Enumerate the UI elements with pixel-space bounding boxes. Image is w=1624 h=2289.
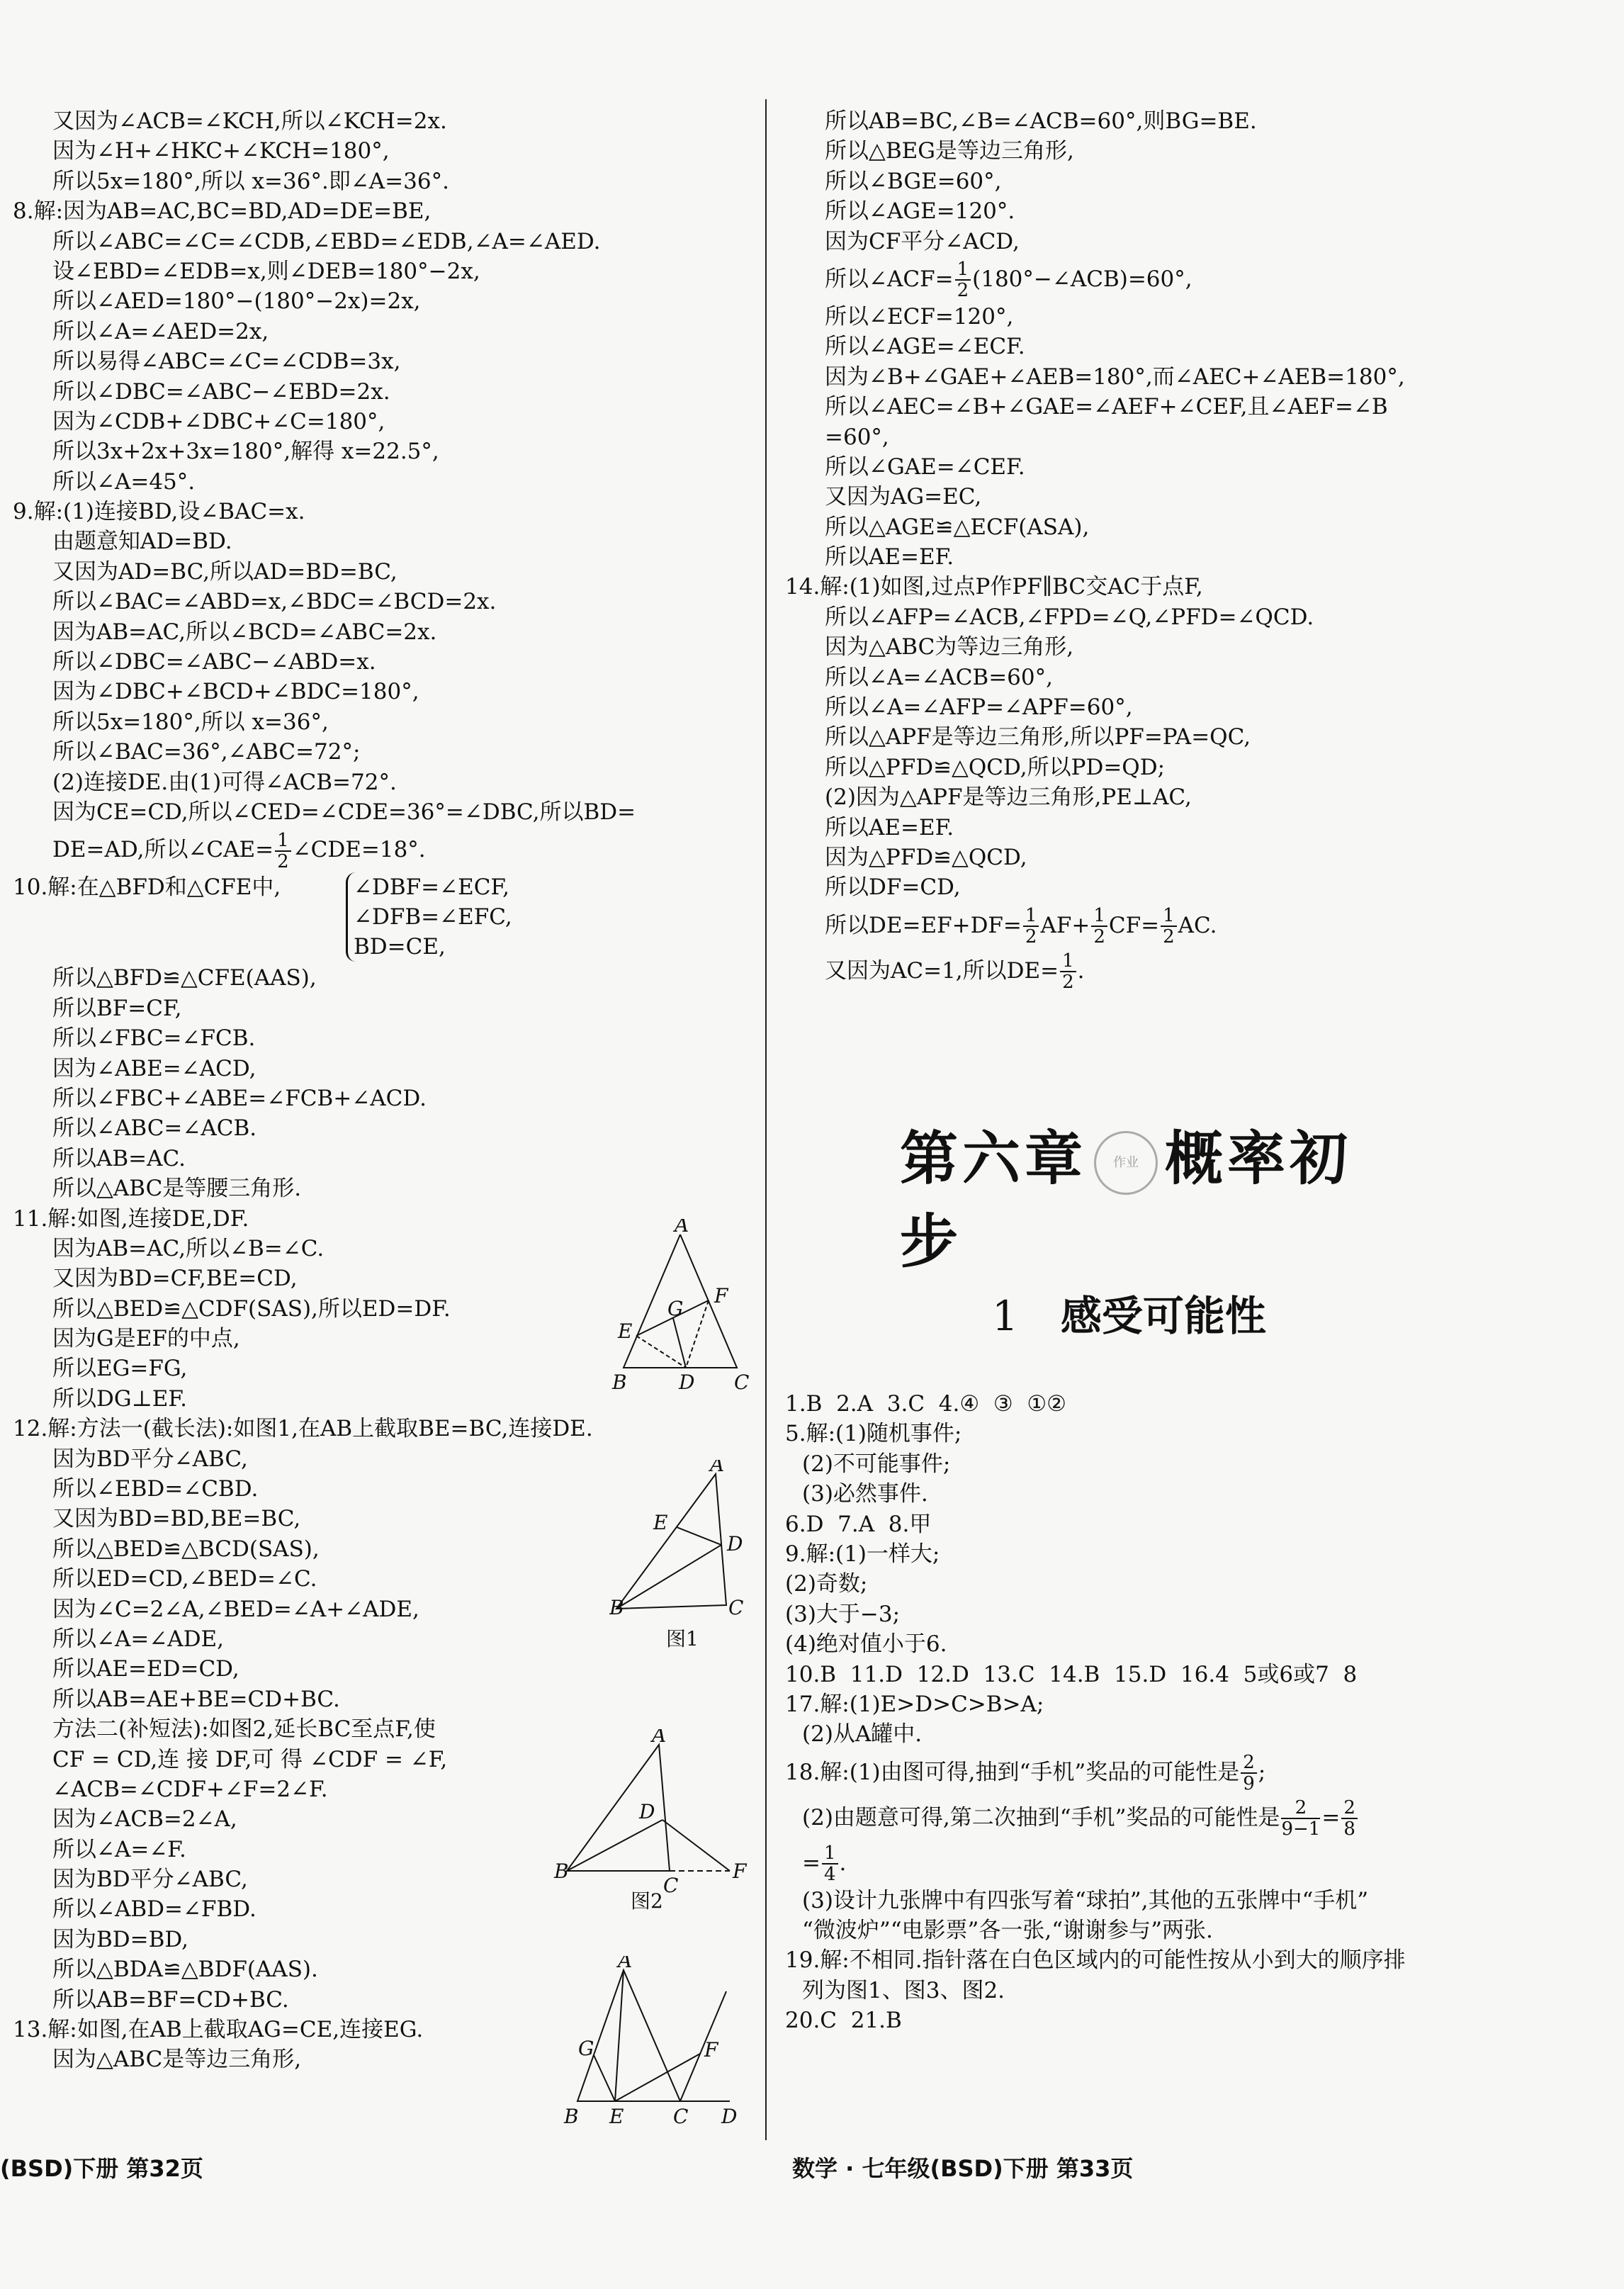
line-text: 由题意知AD=BD. [52, 529, 232, 555]
text-line [13, 617, 757, 647]
text-line [13, 1925, 757, 1955]
section-heading [992, 1283, 1266, 1342]
line-text-after: = [1321, 1804, 1341, 1830]
text-line [785, 1419, 1607, 1449]
text-line [13, 136, 757, 166]
fraction-numerator: 1 [275, 831, 291, 852]
text-line [13, 677, 757, 707]
line-text: (3)大于−3; [785, 1601, 901, 1627]
fig12b-caption: 图2 [631, 1889, 663, 1913]
text-line [785, 1945, 1607, 1975]
text-line [13, 227, 757, 257]
line-text: 6.D 7.A 8.甲 [785, 1511, 932, 1537]
fraction-denominator: 2 [1093, 926, 1105, 948]
line-text: 所以∠AEC=∠B+∠GAE=∠AEF+∠CEF,且∠AEF=∠B [825, 394, 1388, 420]
text-line [13, 1174, 757, 1203]
text-line [785, 482, 1607, 512]
text-line [785, 1840, 1607, 1886]
line-text: 因为G是EF的中点, [52, 1326, 240, 1352]
line-text: 因为BD平分∠ABC, [52, 1446, 248, 1472]
line-text: 所以EG=FG, [52, 1356, 188, 1382]
line-text: 所以∠ABC=∠C=∠CDB,∠EBD=∠EDB,∠A=∠AED. [52, 228, 601, 254]
text-line [785, 813, 1607, 843]
text-line [785, 602, 1607, 632]
fraction [1161, 906, 1177, 947]
line-text: 20.C 21.B [785, 2008, 902, 2034]
fig13-label: E [609, 2105, 624, 2128]
line-text: 又因为∠ACB=∠KCH,所以∠KCH=2x. [52, 108, 447, 134]
line-text: 所以∠FBC+∠ABE=∠FCB+∠ACD. [52, 1085, 427, 1111]
brace-line: ∠DFB=∠EFC, [354, 904, 512, 930]
text-line [785, 722, 1607, 752]
chapter-number: 第六章 [900, 1125, 1088, 1193]
line-text: 所以AB=AC. [52, 1145, 186, 1171]
fig12b-label: C [663, 1874, 679, 1897]
line-text: CF = CD,连 接 DF,可 得 ∠CDF = ∠F, [52, 1746, 448, 1772]
fraction-numerator: 2 [1241, 1753, 1257, 1774]
text-line [13, 437, 757, 466]
fig12a-label: A [710, 1460, 725, 1476]
text-line [785, 1629, 1607, 1659]
section-number: 1 [992, 1292, 1018, 1340]
line-text: 又因为AC=1,所以DE= [825, 957, 1059, 984]
footer-left: (BSD)下册 第32页 [0, 2155, 203, 2182]
text-line [13, 1144, 757, 1174]
fig12a-label: E [653, 1511, 668, 1534]
text-line [13, 587, 757, 617]
fraction [1341, 1798, 1358, 1839]
line-text: 所以∠A=∠AFP=∠APF=60°, [825, 694, 1133, 721]
line-text: 13.解:如图,在AB上截取AG=CE,连接EG. [13, 2017, 424, 2043]
text-line [785, 1389, 1607, 1419]
text-line [13, 737, 757, 767]
text-line [785, 257, 1607, 302]
line-text: 因为△ABC为等边三角形, [825, 634, 1074, 660]
line-text: 所以∠AFP=∠ACB,∠FPD=∠Q,∠PFD=∠QCD. [825, 604, 1314, 630]
line-text: 又因为AG=EC, [825, 484, 982, 510]
text-line [785, 1719, 1607, 1749]
line-text: 所以∠EBD=∠CBD. [52, 1476, 259, 1502]
fig12a-label: B [609, 1596, 624, 1619]
fraction [1241, 1753, 1257, 1794]
line-text: 因为∠DBC+∠BCD+∠BDC=180°, [52, 679, 419, 705]
text-line [13, 497, 757, 527]
section-title: 感受可能性 [1060, 1292, 1266, 1340]
line-text: 因为BD=BD, [52, 1926, 188, 1952]
line-text: (3)必然事件. [802, 1481, 928, 1507]
line-text: 所以∠A=45°. [52, 468, 196, 495]
line-text: 所以5x=180°,所以 x=36°, [52, 709, 329, 735]
line-text: 所以3x+2x+3x=180°,解得 x=22.5°, [52, 439, 439, 465]
fig11-label: D [679, 1371, 695, 1394]
line-text-after: ∠CDE=18°. [292, 837, 426, 863]
line-text: 所以∠AED=180°−(180°−2x)=2x, [52, 288, 421, 315]
text-line [13, 527, 757, 556]
line-text: 8.解:因为AB=AC,BC=BD,AD=DE=BE, [13, 198, 432, 225]
text-line [13, 647, 757, 677]
brace-line: BD=CE, [354, 934, 446, 960]
fig11-label: F [714, 1284, 728, 1307]
text-line [785, 632, 1607, 662]
line-text: 所以易得∠ABC=∠C=∠CDB=3x, [52, 349, 401, 375]
line-text: 所以∠AGE=120°. [825, 198, 1015, 225]
text-line [13, 257, 757, 286]
line-text: 因为∠C=2∠A,∠BED=∠A+∠ADE, [52, 1596, 419, 1622]
fig12a-label: C [728, 1596, 744, 1619]
line-text: 又因为AD=BC,所以AD=BD=BC, [52, 558, 397, 585]
line-text: (2)奇数; [785, 1571, 868, 1597]
line-text: 11.解:如图,连接DE,DF. [13, 1205, 249, 1232]
text-line [13, 286, 757, 316]
text-line [13, 467, 757, 497]
text-line [785, 1660, 1607, 1689]
text-line [785, 422, 1607, 452]
text-line [785, 136, 1607, 166]
line-text: 因为∠ACB=2∠A, [52, 1806, 237, 1833]
text-line [785, 2006, 1607, 2035]
text-line [785, 106, 1607, 136]
line-text: 17.解:(1)E>D>C>B>A; [785, 1691, 1044, 1717]
text-line [785, 782, 1607, 812]
fraction-denominator: 2 [957, 280, 969, 302]
line-text: (2)不可能事件; [802, 1451, 951, 1477]
line-text: 9.解:(1)连接BD,设∠BAC=x. [13, 499, 305, 525]
line-text: 所以∠A=∠ACB=60°, [825, 664, 1053, 690]
line-text: 所以∠ACF= [825, 266, 954, 292]
line-text: ∠ACB=∠CDF+∠F=2∠F. [52, 1776, 328, 1802]
text-line [785, 332, 1607, 361]
fig12a-caption: 图1 [666, 1627, 699, 1650]
text-line [13, 1084, 757, 1113]
text-line [13, 317, 757, 347]
text-line [785, 1916, 1607, 1945]
line-text: 列为图1、图3、图2. [802, 1977, 1005, 2003]
text-line [785, 1449, 1607, 1479]
line-text: 所以△BED≌△BCD(SAS), [52, 1536, 320, 1562]
line-text: 因为∠H+∠HKC+∠KCH=180°, [52, 138, 390, 164]
line-text: 所以DG⊥EF. [52, 1385, 187, 1412]
text-line [785, 542, 1607, 572]
line-text: 所以△AGE≌△ECF(ASA), [825, 514, 1090, 540]
fraction-denominator: 4 [823, 1864, 836, 1886]
line-text: 方法二(补短法):如图2,延长BC至点F,使 [52, 1716, 436, 1743]
text-line [785, 948, 1607, 994]
line-text-after: AC. [1178, 912, 1217, 938]
line-text: 因为BD平分∠ABC, [52, 1867, 248, 1893]
line-text: 所以DE=EF+DF= [825, 912, 1022, 938]
figure-problem-12-2 [546, 1729, 758, 1916]
fraction [1023, 906, 1039, 947]
fraction [1281, 1798, 1320, 1839]
line-text-after: . [1077, 957, 1085, 984]
fig12b-label: A [652, 1729, 667, 1747]
text-line [785, 1795, 1607, 1840]
right-column [785, 106, 1607, 994]
text-line [785, 843, 1607, 872]
text-line [785, 512, 1607, 542]
text-line [785, 167, 1607, 196]
line-text: 所以∠ABC=∠ACB. [52, 1115, 257, 1142]
text-line [785, 903, 1607, 948]
figure-problem-13 [553, 1956, 758, 2136]
line-text: 所以△PFD≌△QCD,所以PD=QD; [825, 754, 1166, 780]
fig11-label: G [667, 1297, 684, 1320]
text-line [785, 302, 1607, 332]
fraction-numerator: 1 [1161, 906, 1177, 927]
line-text: 所以∠A=∠AED=2x, [52, 318, 269, 344]
fraction [1091, 906, 1107, 947]
line-text: 所以△BEG是等边三角形, [825, 138, 1074, 164]
text-line [13, 1113, 757, 1143]
line-text: 9.解:(1)一样大; [785, 1541, 940, 1567]
fraction [822, 1843, 838, 1884]
line-text: 所以∠GAE=∠CEF. [825, 454, 1025, 480]
fraction-numerator: 1 [822, 1843, 838, 1865]
line-text: 1.B 2.A 3.C 4.④ ③ ①② [785, 1391, 1066, 1417]
line-text: “微波炉”“电影票”各一张,“谢谢参与”两张. [802, 1918, 1213, 1944]
text-line [13, 872, 757, 963]
text-line [785, 1886, 1607, 1916]
line-text: 又因为BD=CF,BE=CD, [52, 1266, 298, 1292]
line-text: (4)绝对值小于6. [785, 1631, 947, 1658]
text-line [785, 392, 1607, 422]
line-text: 因为∠CDB+∠DBC+∠C=180°, [52, 408, 385, 434]
line-text: DE=AD,所以∠CAE= [52, 837, 274, 863]
text-line [785, 227, 1607, 257]
text-line [785, 1599, 1607, 1629]
line-text: 所以△APF是等边三角形,所以PF=PA=QC, [825, 724, 1251, 750]
fig11-label: A [675, 1219, 689, 1237]
fig13-label: D [721, 2105, 738, 2128]
line-text: 所以∠DBC=∠ABC−∠EBD=2x. [52, 378, 390, 405]
line-text: 所以AB=BC,∠B=∠ACB=60°,则BG=BE. [825, 108, 1257, 134]
line-text: 所以AB=AE+BE=CD+BC. [52, 1686, 340, 1712]
line-text: 所以∠A=∠ADE, [52, 1626, 225, 1652]
line-text: 所以ED=CD,∠BED=∠C. [52, 1566, 317, 1592]
text-line [785, 1479, 1607, 1509]
text-line [13, 557, 757, 587]
line-text: 所以BF=CF, [52, 995, 182, 1021]
brace-group [346, 872, 512, 962]
line-text: 因为AB=AC,所以∠BCD=∠ABC=2x. [52, 619, 437, 645]
text-line [785, 1689, 1607, 1719]
line-text: 19.解:不相同.指针落在白色区域内的可能性按从小到大的顺序排 [785, 1947, 1406, 1974]
line-text: 所以∠ABD=∠FBD. [52, 1896, 256, 1923]
text-line [13, 196, 757, 226]
line-text: 所以∠FBC=∠FCB. [52, 1025, 256, 1052]
line-text: 所以AB=BF=CD+BC. [52, 1986, 289, 2013]
line-text: 所以∠BAC=∠ABD=x,∠BDC=∠BCD=2x. [52, 589, 497, 615]
answers-block [785, 1389, 1607, 2036]
line-text: 所以DF=CD, [825, 874, 961, 901]
fraction [1060, 951, 1076, 992]
fig13-label: B [564, 2105, 579, 2128]
chapter-title: 概率初步 [900, 1125, 1353, 1276]
line-text: 18.解:(1)由图可得,抽到“手机”奖品的可能性是 [785, 1759, 1240, 1785]
footer-right: 数学 · 七年级(BSD)下册 第33页 [792, 2155, 1134, 2182]
line-text: = [802, 1850, 821, 1876]
fraction-denominator: 2 [1025, 926, 1037, 948]
line-text: 又因为BD=BD,BE=BC, [52, 1506, 301, 1532]
line-text: 因为∠B+∠GAE+∠AEB=180°,而∠AEC+∠AEB=180°, [825, 364, 1405, 390]
line-text: (2)由题意可得,第二次抽到“手机”奖品的可能性是 [802, 1804, 1280, 1830]
line-text-after: ; [1258, 1759, 1266, 1785]
text-line [785, 196, 1607, 226]
fraction [955, 259, 971, 300]
fraction-numerator: 2 [1281, 1798, 1320, 1819]
text-line [13, 167, 757, 196]
line-text: (2)连接DE.由(1)可得∠ACB=72°. [52, 769, 397, 795]
text-line [785, 1750, 1607, 1795]
line-text: 所以5x=180°,所以 x=36°.即∠A=36°. [52, 168, 449, 194]
line-text: 所以∠A=∠F. [52, 1836, 186, 1862]
fraction-numerator: 1 [1060, 951, 1076, 972]
text-line [13, 707, 757, 737]
line-text: 所以△BDA≌△BDF(AAS). [52, 1957, 318, 1983]
line-text: 5.解:(1)随机事件; [785, 1421, 962, 1447]
fraction-denominator: 2 [277, 850, 289, 872]
fig12b-label: F [733, 1860, 747, 1883]
text-line [785, 753, 1607, 782]
fraction-denominator: 9 [1243, 1773, 1255, 1795]
line-text-after: (180°−∠ACB)=60°, [972, 266, 1192, 292]
fig12b-label: D [639, 1800, 655, 1823]
line-text: 所以△ABC是等腰三角形. [52, 1176, 302, 1202]
chapter-heading [900, 1113, 1396, 1278]
text-line [13, 994, 757, 1023]
text-line [13, 827, 757, 872]
line-text-after: . [839, 1850, 847, 1876]
column-divider [765, 99, 767, 2140]
fraction-denominator: 8 [1343, 1818, 1355, 1840]
fraction-numerator: 1 [1091, 906, 1107, 927]
line-text: 因为∠ABE=∠ACD, [52, 1055, 256, 1081]
fraction-numerator: 1 [955, 259, 971, 281]
line-text: 10.解:在△BFD和△CFE中, [13, 874, 281, 901]
fig12b-label: B [554, 1860, 569, 1883]
line-text-after: AF+ [1040, 912, 1090, 938]
text-line [13, 1685, 757, 1714]
line-text: 所以AE=ED=CD, [52, 1656, 239, 1682]
fig12a-label: D [727, 1532, 743, 1556]
stamp-icon: 作业 [1094, 1131, 1158, 1195]
text-line [785, 692, 1607, 722]
fraction-denominator: 2 [1163, 926, 1175, 948]
line-text: (2)因为△APF是等边三角形,PE⊥AC, [825, 784, 1192, 811]
text-line [785, 1569, 1607, 1599]
line-text-after: CF= [1108, 912, 1160, 938]
line-text: 所以△BFD≌△CFE(AAS), [52, 965, 317, 991]
text-line [13, 1654, 757, 1684]
text-line [13, 377, 757, 407]
fig13-label: C [673, 2105, 689, 2128]
line-text: 所以∠BAC=36°,∠ABC=72°; [52, 739, 361, 765]
text-line [13, 407, 757, 437]
text-line [13, 797, 757, 827]
text-line [785, 452, 1607, 482]
text-line [13, 106, 757, 136]
fraction-numerator: 1 [1023, 906, 1039, 927]
text-line [13, 1023, 757, 1053]
line-text: 所以AE=EF. [825, 814, 954, 840]
line-text: 设∠EBD=∠EDB=x,则∠DEB=180°−2x, [52, 258, 480, 284]
line-text: 因为CE=CD,所以∠CED=∠CDE=36°=∠DBC,所以BD= [52, 799, 636, 825]
line-text: (3)设计九张牌中有四张写着“球拍”,其他的五张牌中“手机” [802, 1887, 1369, 1913]
line-text: 所以AE=EF. [825, 544, 954, 570]
text-line [13, 347, 757, 376]
text-line [13, 767, 757, 797]
text-line [785, 872, 1607, 902]
line-text: 所以∠ECF=120°, [825, 303, 1014, 330]
fig13-label: F [704, 2038, 718, 2062]
line-text: 因为△PFD≌△QCD, [825, 844, 1027, 870]
figure-problem-12-1 [609, 1460, 751, 1654]
fraction-denominator: 9−1 [1281, 1818, 1321, 1840]
fig13-label: A [618, 1956, 633, 1972]
line-text: 所以∠AGE=∠ECF. [825, 334, 1025, 360]
line-text: 所以∠BGE=60°, [825, 168, 1002, 194]
line-text: 12.解:方法一(截长法):如图1,在AB上截取BE=BC,连接DE. [13, 1416, 593, 1442]
fig11-label: E [618, 1320, 633, 1343]
text-line [785, 663, 1607, 692]
text-line [785, 1539, 1607, 1569]
text-line [785, 1509, 1607, 1539]
text-line [13, 963, 757, 993]
line-text: 14.解:(1)如图,过点P作PF∥BC交AC于点F, [785, 574, 1203, 600]
line-text: 所以∠DBC=∠ABC−∠ABD=x. [52, 649, 376, 675]
text-line [785, 572, 1607, 602]
line-text: 因为△ABC是等边三角形, [52, 2047, 302, 2073]
line-text: 因为CF平分∠ACD, [825, 228, 1020, 254]
text-line [785, 362, 1607, 392]
fraction [275, 831, 291, 872]
text-line [13, 1414, 757, 1444]
fig11-label: B [612, 1371, 627, 1394]
figure-problem-11 [602, 1219, 758, 1406]
line-text: 所以△BED≌△CDF(SAS),所以ED=DF. [52, 1295, 451, 1322]
line-text: 因为AB=AC,所以∠B=∠C. [52, 1235, 325, 1261]
fraction-numerator: 2 [1341, 1798, 1358, 1819]
line-text: =60°, [825, 424, 889, 450]
line-text: (2)从A罐中. [802, 1721, 923, 1748]
text-line [13, 1054, 757, 1084]
line-text: 10.B 11.D 12.D 13.C 14.B 15.D 16.4 5或6或7 8 [785, 1661, 1358, 1687]
text-line [785, 1976, 1607, 2006]
fig11-label: C [734, 1371, 750, 1394]
fraction-denominator: 2 [1062, 972, 1074, 994]
fig13-label: G [578, 2037, 594, 2060]
brace-line: ∠DBF=∠ECF, [354, 874, 509, 901]
